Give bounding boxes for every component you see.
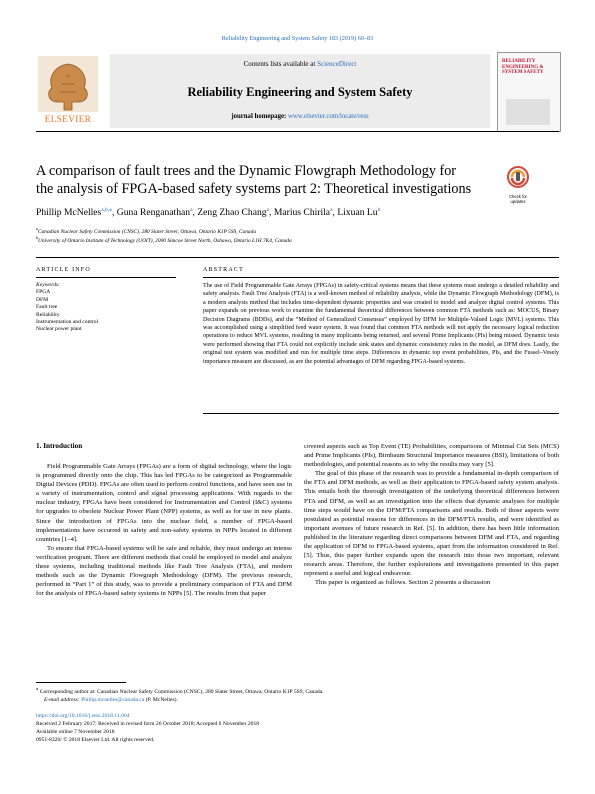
email-line: E-mail address: Phillip.mcnelles@canada.ca (P. McNelles). bbox=[44, 696, 178, 703]
homepage-label: journal homepage: bbox=[231, 113, 288, 120]
footnote bbox=[36, 686, 559, 704]
cover-title: RELIABILITY ENGINEERING & SYSTEM SAFETY bbox=[502, 59, 544, 75]
paragraph: The goal of this phase of the research was to provide a fundamental in-depth comparison of the FTA and DFM methods, as well as their application to FPGA-based safety system analysis. This entails both the thorough investigation of the underlying theoretical differences between FTA and DFM, as well as an investigation into the effects that dynamic analyses for multiple time steps would have on the DFM/FTA comparisons and results. Both of those aspects were postulated as potential reasons for differences in the DFM/FTA results, and were identified as important avenues of future research in Ref. [5]. In addition, there has been little information published in the literature regarding direct comparisons between DFM and FTA, and regarding the application of DFM to FPGA-based systems, apart from the information considered in Ref. [5]. Thus, this paper further expands upon the research into those two important, relevant research areas. Therefore, the further explorations and investigations presented in this paper represent a useful and logical endeavour. bbox=[304, 470, 559, 578]
paragraph: covered aspects such as Top Event (TE) Probabilities, comparisons of Minimal Cut Sets (MCS) and Prime Implicants (PIs), Birnbaum Structural Importance measures (BSI), limitations of both methodologies, and potential reasons as to why the results may vary [5]. bbox=[304, 443, 559, 469]
email-link[interactable]: Phillip.mcnelles@canada.ca bbox=[81, 696, 145, 703]
author[interactable]: Zeng Zhao Chang$^a$, bbox=[197, 207, 274, 219]
journal-cover-thumbnail[interactable] bbox=[497, 52, 561, 132]
copyright: 0951-8320/ © 2018 Elsevier Ltd. All rights reserved. bbox=[36, 737, 155, 743]
author[interactable]: Lixuan Lu$^b$ bbox=[337, 207, 381, 219]
keyword: Reliability bbox=[36, 311, 60, 318]
keyword: DFM bbox=[36, 296, 49, 303]
paragraph: Field Programmable Gate Arrays (FPGAs) are a form of digital technology, where the logic is programmed directly onto the chip. This has led FPGAs to be categorized as Programmable Digital Devices (PDD). FPGAs are often used to perform control functions, and have seen use in a variety of instrumentation, control and signal processing applications. With regards to the nuclear industry, FPGAs have been considered for Instrumentation and Control (I&C) systems for upgrades to obsolete Nuclear Power Plant (NPP) systems, as well as for use in new plants. Since the introduction of FPGAs into the nuclear field, a number of FPGA-based implementations have occurred in safety and non-safety systems in NPPs located in different countries [1–4]. bbox=[36, 463, 292, 543]
title-line-2: the analysis of FPGA-based safety systems part 2: Theoretical investigations bbox=[36, 180, 472, 197]
cover-image bbox=[506, 99, 550, 125]
journal-citation[interactable]: Reliability Engineering and System Safety 183 (2019) 60–83 bbox=[221, 35, 374, 42]
corresponding-author-note: ⁎ Corresponding author at: Canadian Nuclear Safety Commission (CNSC), 280 Slater Street, Ottawa, Ontario K1P 5S9, Canada. bbox=[36, 687, 324, 695]
check-updates-icon bbox=[503, 165, 533, 189]
author-list bbox=[36, 207, 559, 218]
header-rule bbox=[36, 131, 559, 132]
contents-prefix: Contents lists available at bbox=[243, 60, 318, 68]
keyword: Fault tree bbox=[36, 304, 58, 311]
body-column-right bbox=[304, 442, 559, 588]
sciencedirect-link[interactable]: ScienceDirect bbox=[317, 60, 357, 68]
article-info-rule bbox=[36, 277, 176, 278]
author[interactable]: Phillip McNelles$^{a,b,⁎}$, bbox=[36, 207, 117, 219]
body-column-left bbox=[36, 462, 292, 598]
keyword: Nuclear power plant bbox=[36, 326, 82, 333]
author[interactable]: Marius Chirila$^a$, bbox=[273, 207, 338, 219]
homepage-link[interactable]: www.elsevier.com/locate/ress bbox=[287, 113, 369, 120]
paragraph: To ensure that FPGA-based systems will be safe and reliable, they must undergo an intense verification program. There are different methods that could be employed to model and analyze these systems, including traditional methods like Fault Tree Analysis (FTA), and modern methods such as the Dynamic Flowgraph Methodology (DFM). The previous research, performed in “Part 1” of this study, was to provide a preliminary comparison of FTA and DFM for the analysis of FPGA-based safety systems in NPPs [5]. The results from that paper bbox=[36, 544, 292, 598]
paragraph: This paper is organized as follows. Section 2 presents a discussion bbox=[315, 579, 491, 587]
section-heading: 1. Introduction bbox=[36, 442, 83, 450]
keyword: FPGA bbox=[36, 289, 51, 296]
received-dates: Received 2 February 2017; Received in revised form 26 October 2018; Accepted 6 November 2018 bbox=[36, 721, 260, 727]
keywords-label: Keywords: bbox=[36, 282, 61, 288]
journal-homepage bbox=[110, 113, 490, 120]
abstract-bottom-rule bbox=[203, 413, 559, 414]
doi-link[interactable]: https://doi.org/10.1016/j.ress.2018.11.004 bbox=[36, 713, 130, 719]
abstract-rule bbox=[203, 277, 559, 278]
affiliation: $^a$Canadian Nuclear Safety Commission (CNSC), 280 Slater Street, Ottawa, Ontario K1P 5S9, Canada bbox=[36, 226, 257, 235]
contents-line bbox=[110, 60, 490, 68]
affiliation-rule bbox=[36, 257, 559, 258]
check-for-updates-button[interactable] bbox=[503, 165, 533, 204]
article-history bbox=[36, 712, 559, 744]
abstract-heading: ABSTRACT bbox=[203, 267, 244, 273]
article-title bbox=[36, 163, 491, 198]
available-online: Available online 7 November 2018 bbox=[36, 729, 115, 735]
check-updates-label: Check for updates bbox=[509, 194, 527, 204]
publisher-name: ELSEVIER bbox=[44, 114, 92, 124]
journal-title: Reliability Engineering and System Safety bbox=[187, 85, 413, 99]
author[interactable]: Guna Renganathan$^a$, bbox=[116, 207, 198, 219]
article-info-heading: ARTICLE INFO bbox=[36, 267, 91, 273]
elsevier-logo bbox=[36, 54, 100, 128]
footnote-rule bbox=[36, 682, 126, 683]
abstract-text: The use of Field Programmable Gate Arrays (FPGAs) in safety-critical systems means that these systems must undergo a detailed reliability and safety analysis. Fault Tree Analysis (FTA) is a well-known method of reliability analysis, while the Dynamic Flowgraph Methodology (DFM), is a modern analysis method that includes time-dependent dynamic properties and was created to model and analyze digital control systems. This paper expands on previous work to examine the fundamental theoretical differences between common FTA methods such as: MOCUS, Binary Decision Diagrams (BDDs), and the “Method of Generalized Consensus” employed by DFM for Multiple-Valued Logic (MVL) systems. This was accomplished using a simplified feed water system. It was found that common FTA methods will not apply the necessary logical reduction operations to reduce MVL systems, resulting in many implicants being returned, and several Prime Implicants (PIs) being missed. Dynamic tests were performed showing that FTA could not explicitly include sink states and dynamic consistency rules in the model, as DFM does. Lastly, the original test system was modified and run for multiple time steps. Differences in dynamic top event probabilities, PIs, and the Fussel–Vesely importance measure are discussed, as are the potential advantages of DFM regarding FPGA-based systems. bbox=[203, 283, 559, 365]
title-line-1: A comparison of fault trees and the Dynamic Flowgraph Methodology for bbox=[36, 163, 457, 179]
affiliation: $^b$University of Ontario Institute of Technology (UOIT), 2000 Simcoe Street North, Oshawa, Ontario L1H 7K4, Canada bbox=[36, 235, 292, 244]
keyword: Instrumentation and control bbox=[36, 319, 99, 325]
